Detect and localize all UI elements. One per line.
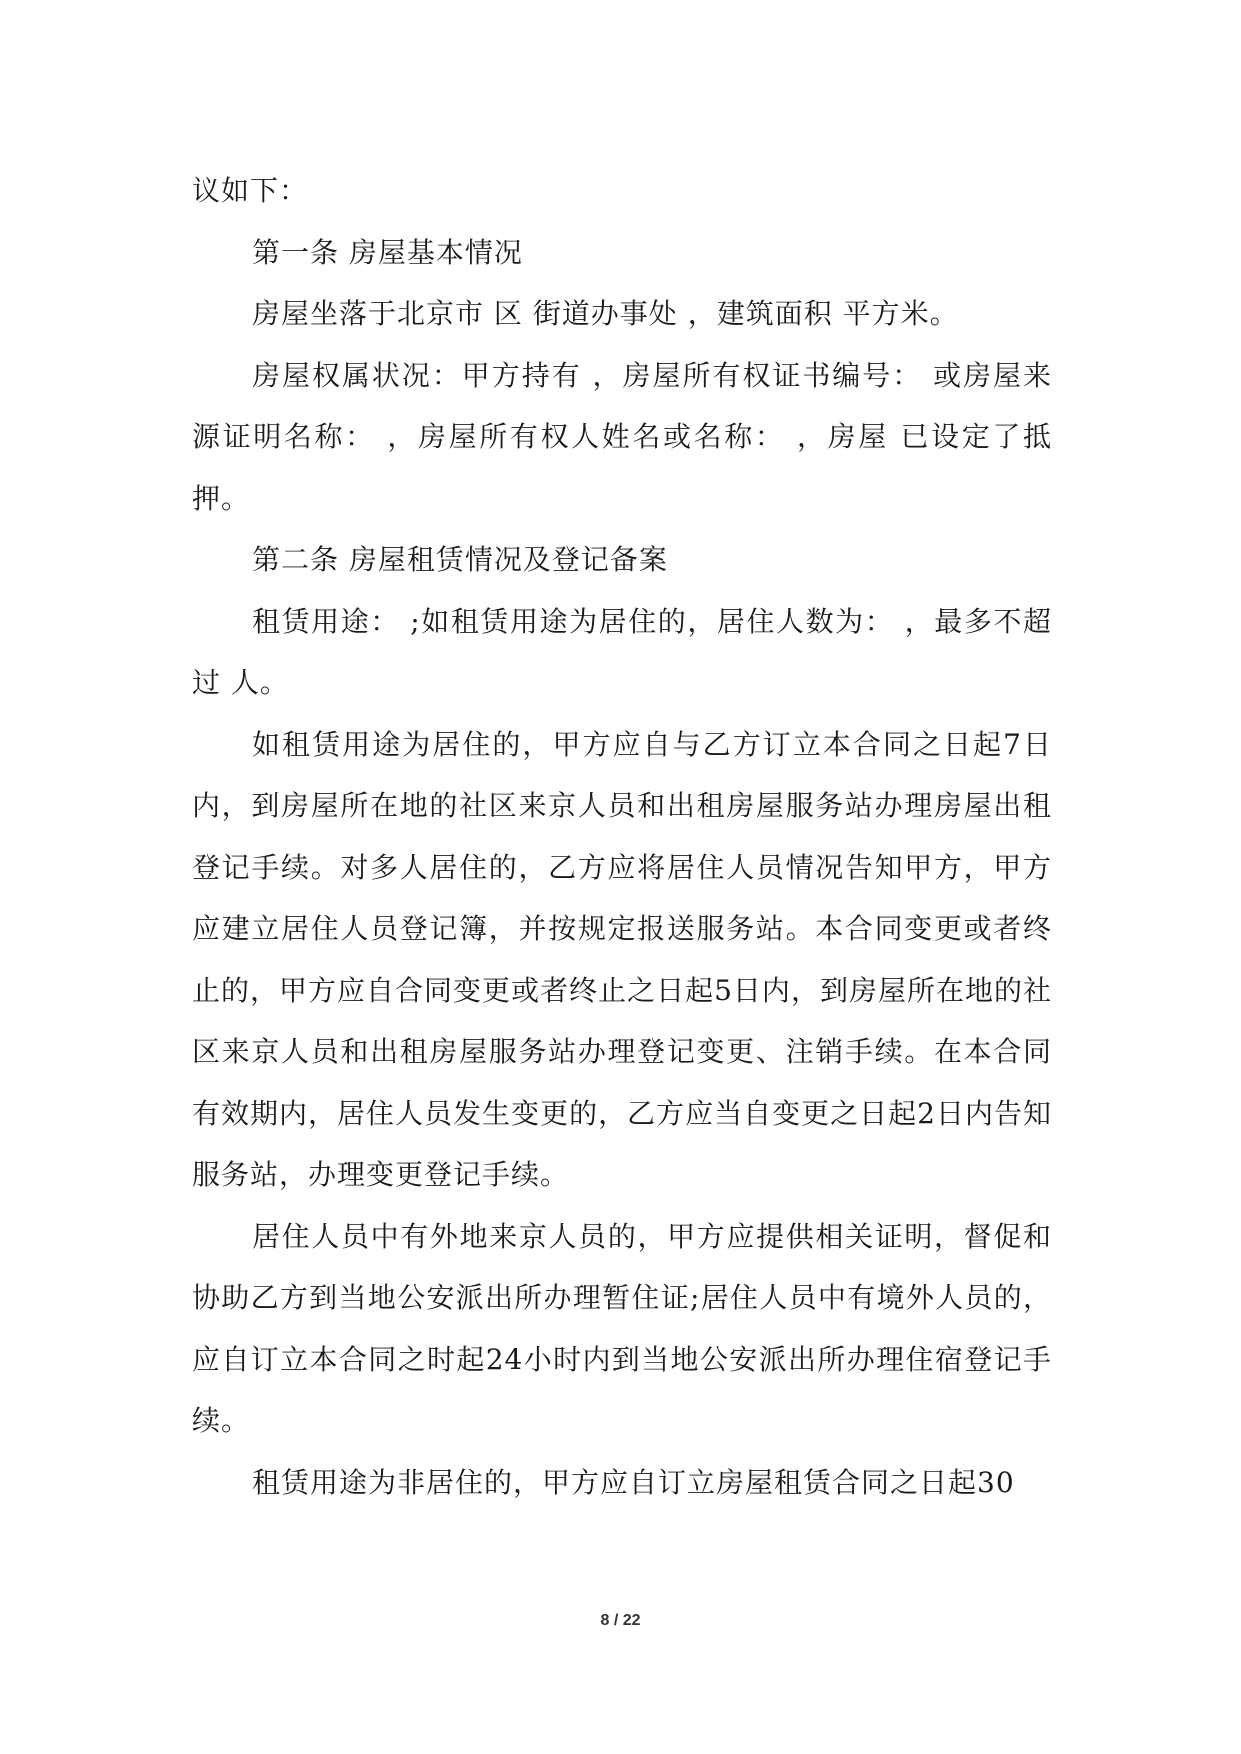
paragraph-non-residential: 租赁用途为非居住的，甲方应自订立房屋租赁合同之日起30 [252, 1465, 1015, 1499]
paragraph-registration: 如租赁用途为居住的，甲方应自与乙方订立本合同之日起7日内，到房屋所在地的社区来京人员和出租房屋服务站办理房屋出租登记手续。对多人居住的，乙方应将居住人员情况告知甲方，甲方应建立居住人员登记簿，并按规定报送服务站。本合同变更或者终止的，甲方应自合同变更或者终止之日起5日内，到房屋所在地的社区来京人员和出租房屋服务站办理登记变更、注销手续。在本合同有效期内，居住人员发生变更的，乙方应当自变更之日起2日内告知服务站，办理变更登记手续。 [192, 727, 1052, 1191]
paragraph-residents: 居住人员中有外地来京人员的，甲方应提供相关证明，督促和协助乙方到当地公安派出所办理暂住证;居住人员中有境外人员的，应自订立本合同之时起24小时内到当地公安派出所办理住宿登记手续。 [192, 1219, 1052, 1437]
paragraph-location: 房屋坐落于北京市 区 街道办事处 ，建筑面积 平方米。 [252, 297, 959, 330]
paragraph-continuation: 议如下： [192, 174, 309, 207]
article-heading-1: 第一条 房屋基本情况 [252, 235, 523, 269]
article-heading-2: 第二条 房屋租赁情况及登记备案 [252, 543, 668, 576]
paragraph-ownership: 房屋权属状况：甲方持有 ，房屋所有权证书编号： 或房屋来源证明名称： ，房屋所有权人姓名或名称： ，房屋 已设定了抵押。 [192, 358, 1052, 515]
page-number: 8 / 22 [600, 1612, 641, 1629]
document-body [192, 160, 1052, 1513]
paragraph-usage: 租赁用途： ;如租赁用途为居住的，居住人数为： ，最多不超过 人。 [192, 604, 1052, 699]
